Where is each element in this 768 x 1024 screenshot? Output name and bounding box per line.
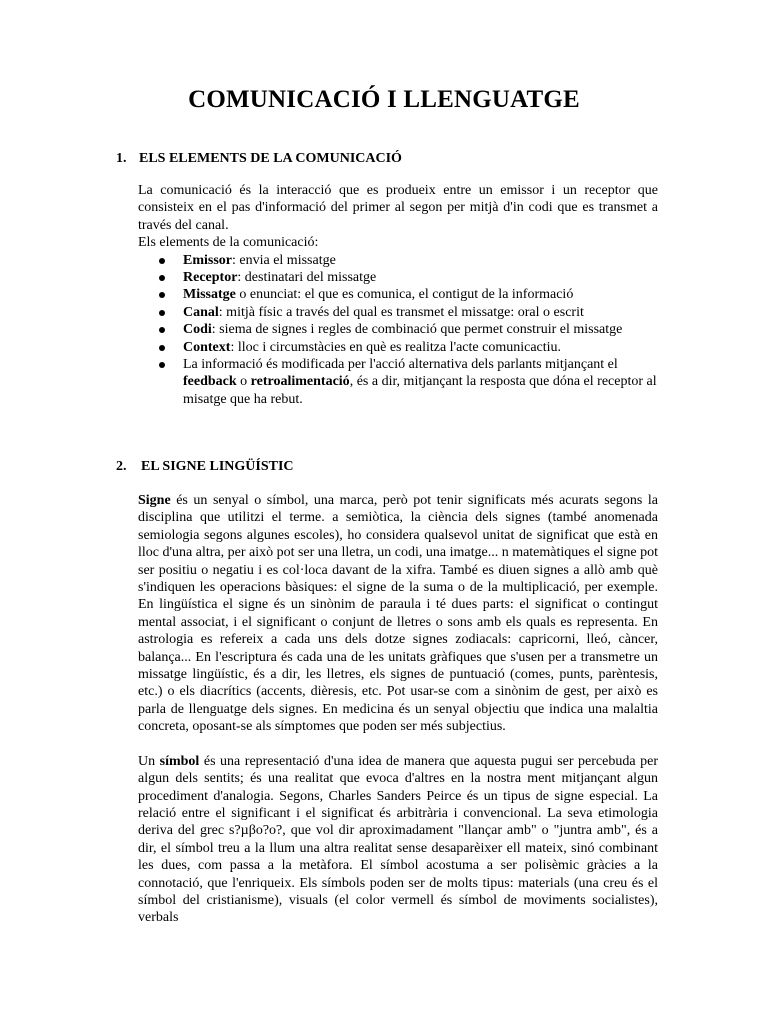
list-item: Emissor: envia el missatge xyxy=(138,252,658,269)
bullet-icon xyxy=(159,345,165,351)
list-item: Context: lloc i circumstàcies en què es realitza l'acte comunicactiu. xyxy=(138,339,658,356)
bullet-icon xyxy=(159,258,165,264)
bullet-icon xyxy=(159,362,165,368)
section-2-title: EL SIGNE LINGÜÍSTIC xyxy=(141,459,294,474)
section-1-intro: La comunicació és la interacció que es produeix entre un emissor i un receptor que consisteix en el pas d'informació del primer al segon per mitjà d'in codi que es transmet a través del canal. xyxy=(138,183,658,233)
section-2-number: 2. xyxy=(116,459,127,474)
simbol-paragraph: Un símbol és una representació d'una idea de manera que aquesta pugui ser percebuda per algun dels sentits; és una realitat que evoca d'altres en la nostra ment mitjançant algun procediment d'analogia. Segons, Charles Sanders Peirce és un tipus de signe especial. La relació entre el significant i el significat és arbitrària i convencional. La seva etimologia deriva del grec s?µβο?ο?, que vol dir aproximadament "llançar amb" o "juntra amb", és a dir, el símbol treu a la llum una altra realitat sense desaparèixer ell mateix, sinó combinant les dues, com passa a la metàfora. El símbol acostuma a ser polisèmic gràcies a la connotació, que l'enriqueix. Els símbols poden ser de molts tipus: materials (una creu és el símbol del cristianisme), visuals (el color vermell és símbol de moviments socialistes), verbals xyxy=(138,753,658,926)
bullet-icon xyxy=(159,327,165,333)
page-title: COMUNICACIÓ I LLENGUATGE xyxy=(188,86,580,113)
bullet-icon xyxy=(159,275,165,281)
elements-label: Els elements de la comunicació: xyxy=(138,235,319,251)
section-1-number: 1. xyxy=(116,151,127,166)
bullet-icon xyxy=(159,292,165,298)
section-1-heading xyxy=(116,151,402,167)
elements-list xyxy=(138,252,658,409)
section-2-body xyxy=(138,492,658,927)
section-2-heading xyxy=(116,459,294,475)
list-item-feedback: La informació és modificada per l'acció alternativa dels parlants mitjançant el feedback o retroalimentació, és a dir, mitjançant la resposta que dóna el receptor al misatge que ha rebut. xyxy=(138,356,658,408)
signe-paragraph: Signe és un senyal o símbol, una marca, però pot tenir significats més acurats segons la disciplina que utilitzi el terme. a semiòtica, la ciència dels signes (també anomenada semiologia segons algunes escoles), ho considera qualsevol unitat de significat que està en lloc d'una altra, per això pot ser una lletra, un codi, una imatge... n matemàtiques el signe pot ser positiu o negatiu i es col·loca davant de la xifra. També es diuen signes a allò amb què s'indiquen les operacions bàsiques: el signe de la suma o de la multiplicació, per exemple. En lingüística el signe és un sinònim de paraula i té dues parts: el significat o contingut mental associat, i el significant o conjunt de lletres o sons amb els quals es representa. En astrologia es refereix a cada uns dels dotze signes zodiacals: capricorni, lleó, càncer, balança... En l'escriptura és cada una de les unitats gràfiques que s'usen per a transmetre un missatge lingüístic, és a dir, les lletres, els signes de puntuació (comes, punts, parèntesis, etc.) o els diacrítics (accents, dièresis, etc. Pot usar-se com a sinònim de gest, per això es parla de llenguatge dels signes. En medicina és un senyal objectiu que indica una malaltia concreta, oposant-se als símptomes que poden ser més subjectius. xyxy=(138,493,658,735)
section-1-title: ELS ELEMENTS DE LA COMUNICACIÓ xyxy=(139,151,402,166)
list-item: Codi: siema de signes i regles de combinació que permet construir el missatge xyxy=(138,321,658,338)
list-item: Missatge o enunciat: el que es comunica, el contigut de la informació xyxy=(138,286,658,303)
list-item: Canal: mitjà físic a través del qual es transmet el missatge: oral o escrit xyxy=(138,304,658,321)
section-1-body xyxy=(138,182,658,408)
bullet-icon xyxy=(159,310,165,316)
list-item: Receptor: destinatari del missatge xyxy=(138,269,658,286)
